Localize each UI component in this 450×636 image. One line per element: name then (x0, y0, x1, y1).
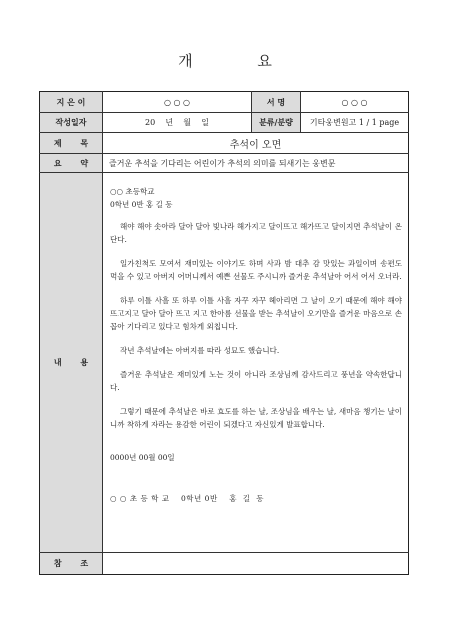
speech-paragraph: 그렇기 때문에 추석날은 바로 효도를 하는 날, 조상님을 배우는 날, 새마음 챙기는 날이니까 착하게 자라는 용감한 어린이 되겠다고 자신있게 발표합니다. (110, 407, 402, 429)
subject-label: 제 목 (40, 133, 103, 154)
speech-paragraph: 일가친척도 모여서 재미있는 이야기도 하며 사과 밤 대추 감 맛있는 과일이며 송편도 먹을 수 있고 아버지 어머니께서 예쁜 선물도 주시니까 즐거운 추석날아 어서 어서 오너라. (110, 259, 402, 281)
summary-label: 요 약 (40, 154, 103, 173)
category-label: 분류/분량 (252, 113, 301, 133)
author-signature-line: ○ ○ 초 등 학 교 0학년 0반 홍 길 동 (110, 494, 264, 503)
category-value: 기타웅변원고 1 / 1 page (301, 113, 409, 133)
summary-value: 즐거운 추석을 기다리는 어린이가 추석의 의미를 되새기는 웅변문 (103, 154, 409, 173)
speech-paragraph: 하루 이틀 사흘 또 하루 이틀 사흘 자꾸 자꾸 헤아리면 그 날이 오기 때문에 해야 해야 뜨고지고 달아 달아 뜨고 지고 한아름 선물을 받는 추석날이 오기만을 즐거운 마음으로 손꼽아 기다리고 있다고 힘차게 외칩니다. (110, 296, 402, 331)
subject-value: 추석이 오면 (103, 133, 409, 154)
speech-paragraph: 해야 해야 솟아라 달아 달아 빛나라 해가지고 달이뜨고 해가뜨고 달이지면 추석날이 온단다. (110, 222, 402, 244)
content-body (103, 173, 409, 553)
date-value: 20 년 월 일 (103, 113, 252, 133)
student-name: 0학년 0반 홍 길 동 (110, 200, 173, 209)
date-label: 작성일자 (40, 113, 103, 133)
content-label: 내 용 (40, 173, 103, 553)
author-label: 지 은 이 (40, 92, 103, 113)
school-name: ○○ 초등학교 (110, 187, 155, 196)
written-date: 0000년 00월 00일 (110, 453, 175, 462)
author-value: ○ ○ ○ (103, 92, 252, 113)
signature-label: 서 명 (252, 92, 301, 113)
document-form (39, 91, 409, 575)
speech-paragraph: 즐거운 추석날은 재미있게 노는 것이 아니라 조상님께 감사드리고 풍년을 약속한답니다. (110, 370, 402, 392)
speech-paragraph: 작년 추석날에는 아버지를 따라 성묘도 했습니다. (120, 346, 280, 355)
page-title: 개 요 (178, 52, 302, 70)
reference-value (103, 553, 409, 575)
signature-value: ○ ○ ○ (301, 92, 409, 113)
reference-label: 참 조 (40, 553, 103, 575)
